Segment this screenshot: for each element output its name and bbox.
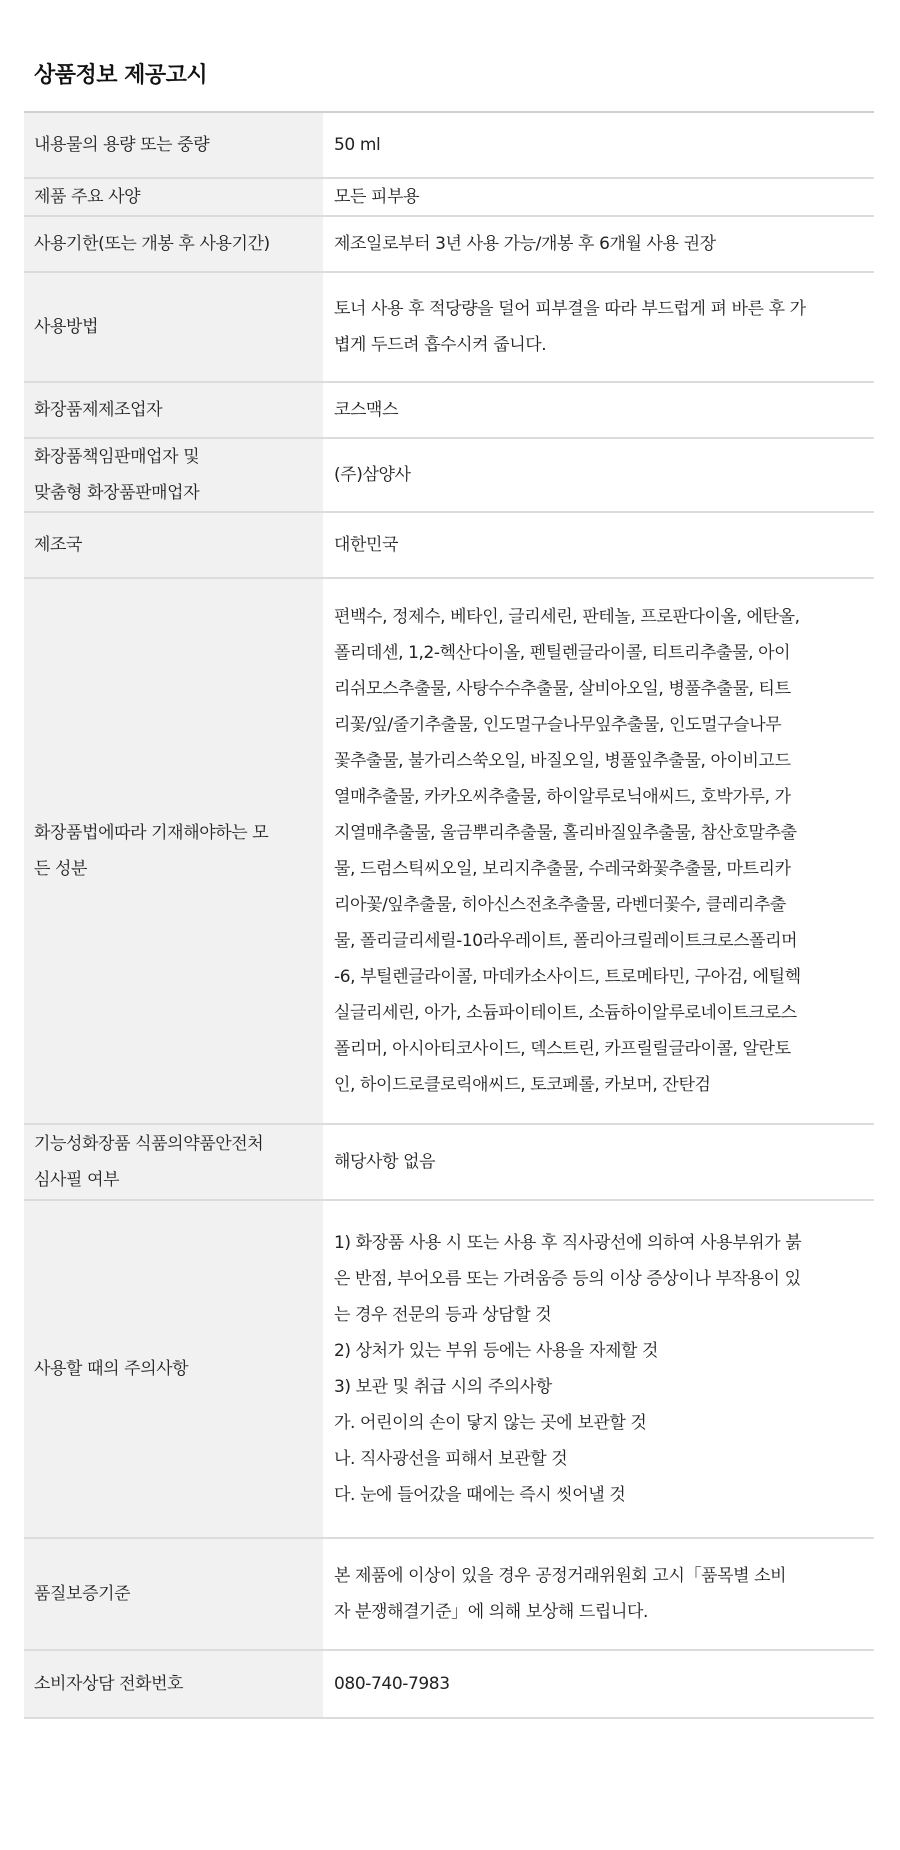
row-label-cell [24, 1124, 323, 1200]
row-label: 심사필 여부 [34, 1170, 120, 1190]
row-label-cell [24, 112, 323, 178]
row-value-cell [323, 1200, 874, 1538]
table-row [24, 178, 874, 216]
row-value-cell [323, 382, 874, 438]
table-row [24, 382, 874, 438]
row-value-line: 본 제품에 이상이 있을 경우 공정거래위원회 고시「품목별 소비 [334, 1566, 787, 1586]
row-value-line: 대한민국 [334, 535, 399, 555]
table-row [24, 1200, 874, 1538]
row-value-cell [323, 578, 874, 1124]
row-value-line: 해당사항 없음 [334, 1152, 436, 1172]
table-row [24, 1650, 874, 1718]
row-value-cell [323, 216, 874, 272]
row-value-line: 토너 사용 후 적당량을 덜어 피부결을 따라 부드럽게 펴 바른 후 가 [334, 299, 806, 319]
row-value-line: 는 경우 전문의 등과 상담할 것 [334, 1305, 552, 1325]
row-label-cell [24, 438, 323, 512]
row-value-cell [323, 512, 874, 578]
table-row [24, 272, 874, 382]
row-value-cell [323, 272, 874, 382]
row-value-line: 제조일로부터 3년 사용 가능/개봉 후 6개월 사용 권장 [334, 234, 716, 254]
row-value-line: 볍게 두드려 흡수시켜 줍니다. [334, 335, 547, 355]
row-label-cell [24, 1538, 323, 1650]
row-value-line: (주)삼양사 [334, 465, 411, 485]
row-label: 화장품책임판매업자 및 [34, 447, 200, 467]
table-row [24, 578, 874, 1124]
row-label: 소비자상담 전화번호 [34, 1674, 184, 1694]
row-label: 사용기한(또는 개봉 후 사용기간) [34, 234, 270, 254]
table-row [24, 1124, 874, 1200]
row-label: 제품 주요 사양 [34, 187, 141, 207]
row-value-cell [323, 178, 874, 216]
row-value-line: 리아꽃/잎추출물, 히아신스전초추출물, 라벤더꽃수, 클레리추출 [334, 895, 786, 915]
row-value-line: 물, 폴리글리세릴-10라우레이트, 폴리아크릴레이트크로스폴리머 [334, 931, 798, 951]
row-label: 사용방법 [34, 317, 99, 337]
row-label: 기능성화장품 식품의약품안전처 [34, 1134, 264, 1154]
row-value-line: 편백수, 정제수, 베타인, 글리세린, 판테놀, 프로판다이올, 에탄올, [334, 607, 800, 627]
row-value-line: 1) 화장품 사용 시 또는 사용 후 직사광선에 의하여 사용부위가 붉 [334, 1233, 802, 1253]
table-row [24, 438, 874, 512]
row-value-line: 다. 눈에 들어갔을 때에는 즉시 씻어낼 것 [334, 1485, 626, 1505]
product-info-table [24, 111, 874, 1719]
row-label: 제조국 [34, 535, 83, 555]
table-row [24, 112, 874, 178]
row-label: 내용물의 용량 또는 중량 [34, 135, 210, 155]
table-row [24, 1538, 874, 1650]
row-label-cell [24, 272, 323, 382]
row-value-line: 리꽃/잎/줄기추출물, 인도멀구슬나무잎추출물, 인도멀구슬나무 [334, 715, 782, 735]
row-label-cell [24, 178, 323, 216]
row-value-line: 가. 어린이의 손이 닿지 않는 곳에 보관할 것 [334, 1413, 647, 1433]
row-value-line: 모든 피부용 [334, 187, 420, 207]
row-label-cell [24, 382, 323, 438]
row-value-line: 열매추출물, 카카오씨추출물, 하이알루로닉애씨드, 호박가루, 가 [334, 787, 791, 807]
row-value-line: 지열매추출물, 울금뿌리추출물, 홀리바질잎추출물, 참산호말추출 [334, 823, 797, 843]
row-value-cell [323, 112, 874, 178]
row-label: 화장품법에따라 기재해야하는 모 [34, 823, 269, 843]
table-row [24, 216, 874, 272]
row-value-line: 꽃추출물, 불가리스쑥오일, 바질오일, 병풀잎추출물, 아이비고드 [334, 751, 791, 771]
row-label-cell [24, 512, 323, 578]
row-label: 품질보증기준 [34, 1584, 131, 1604]
page-title: 상품정보 제공고시 [34, 63, 208, 88]
row-value-cell [323, 1538, 874, 1650]
row-label: 사용할 때의 주의사항 [34, 1359, 189, 1379]
product-info-rows [24, 112, 874, 1718]
row-value-line: 2) 상처가 있는 부위 등에는 사용을 자제할 것 [334, 1341, 659, 1361]
row-value-line: 3) 보관 및 취급 시의 주의사항 [334, 1377, 552, 1397]
row-label: 맞춤형 화장품판매업자 [34, 483, 200, 503]
row-value-line: 폴리머, 아시아티코사이드, 덱스트린, 카프릴릴글라이콜, 알란토 [334, 1039, 791, 1059]
row-value-line: 인, 하이드로클로릭애씨드, 토코페롤, 카보머, 잔탄검 [334, 1075, 711, 1095]
row-value-line: 실글리세린, 아가, 소듐파이테이트, 소듐하이알루로네이트크로스 [334, 1003, 797, 1023]
row-label: 화장품제제조업자 [34, 400, 163, 420]
row-value-cell [323, 1650, 874, 1718]
row-value-line: 50 ml [334, 135, 381, 155]
row-label-cell [24, 1650, 323, 1718]
row-value-line: 080-740-7983 [334, 1674, 450, 1694]
row-label-cell [24, 1200, 323, 1538]
row-value-line: 은 반점, 부어오름 또는 가려움증 등의 이상 증상이나 부작용이 있 [334, 1269, 801, 1289]
row-value-line: -6, 부틸렌글라이콜, 마데카소사이드, 트로메타민, 구아검, 에틸헥 [334, 967, 801, 987]
row-value-line: 리쉬모스추출물, 사탕수수추출물, 살비아오일, 병풀추출물, 티트 [334, 679, 791, 699]
row-label-cell [24, 216, 323, 272]
row-label: 든 성분 [34, 859, 88, 879]
row-value-line: 물, 드럼스틱씨오일, 보리지추출물, 수레국화꽃추출물, 마트리카 [334, 859, 791, 879]
row-value-line: 폴리데센, 1,2-헥산다이올, 펜틸렌글라이콜, 티트리추출물, 아이 [334, 643, 791, 663]
row-value-cell [323, 1124, 874, 1200]
row-value-cell [323, 438, 874, 512]
row-value-line: 나. 직사광선을 피해서 보관할 것 [334, 1449, 568, 1469]
row-value-line: 자 분쟁해결기준」에 의해 보상해 드립니다. [334, 1602, 648, 1622]
row-label-cell [24, 578, 323, 1124]
row-value-line: 코스맥스 [334, 400, 399, 420]
table-row [24, 512, 874, 578]
